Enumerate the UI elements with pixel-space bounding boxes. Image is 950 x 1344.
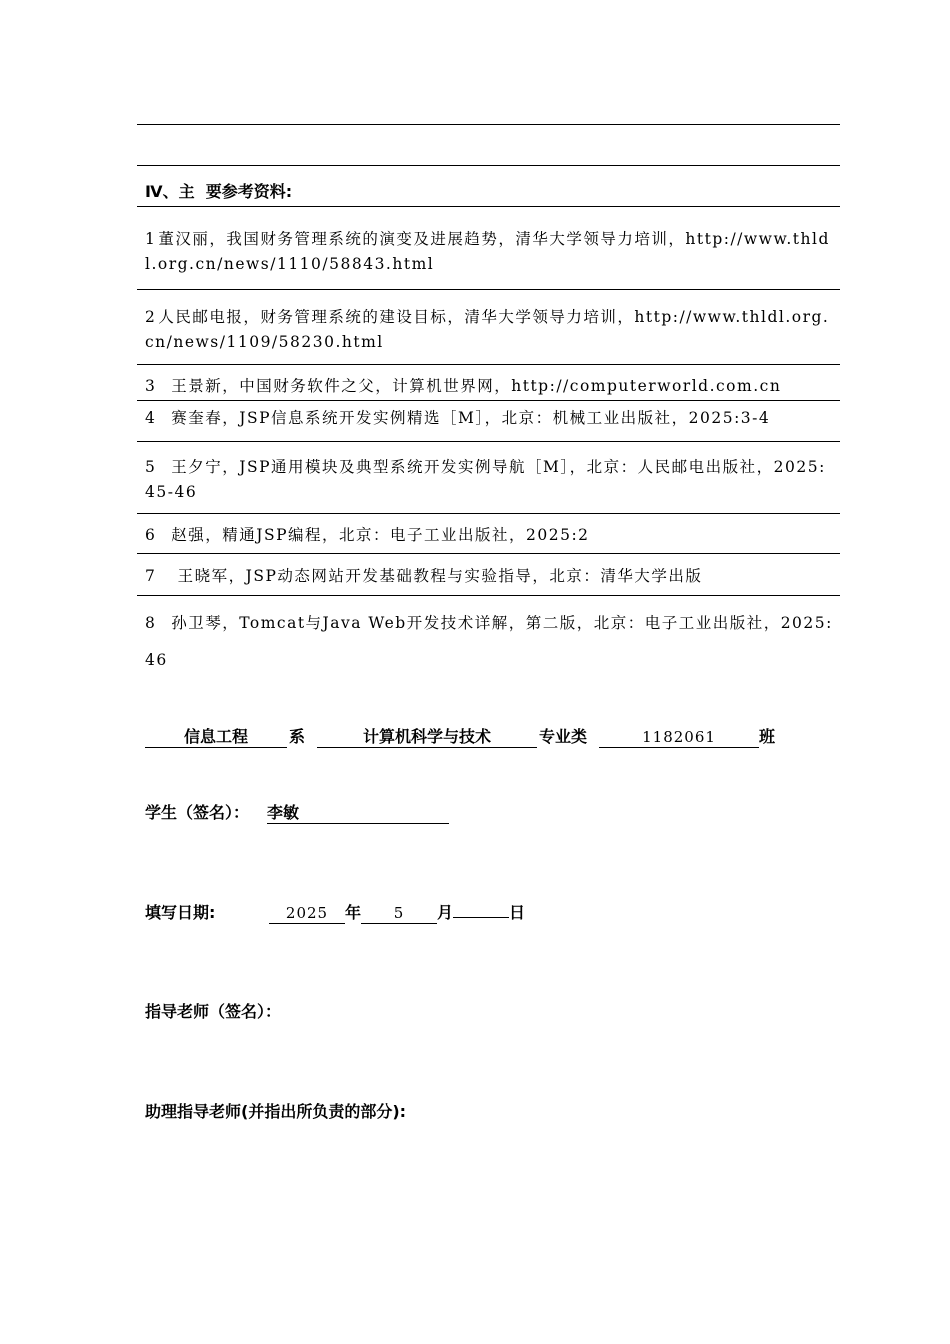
- rule: [137, 513, 840, 514]
- rule: [137, 289, 840, 290]
- rule: [137, 400, 840, 401]
- reference-item: 5 王夕宁，JSP通用模块及典型系统开发实例导航［M］，北京：人民邮电出版社，2025:45-46: [145, 458, 826, 501]
- rule: [137, 441, 840, 442]
- rule-top: [137, 124, 840, 125]
- student-label: 学生（签名）：: [145, 803, 250, 822]
- department-field[interactable]: 信息工程: [145, 727, 287, 748]
- department-suffix: 系: [289, 727, 306, 746]
- student-name-field[interactable]: 李敏: [267, 803, 449, 824]
- rule: [137, 206, 840, 207]
- student-signature-line: [145, 800, 449, 824]
- year-suffix: 年: [345, 903, 362, 922]
- references-heading: Ⅳ、主 要参考资料:: [145, 182, 293, 201]
- rule: [137, 364, 840, 365]
- advisor-signature-label: 指导老师（签名）：: [145, 1002, 282, 1021]
- reference-item: 1 董汉丽，我国财务管理系统的演变及进展趋势，清华大学领导力培训，http://www.thldl.org.cn/news/1110/58843.html: [145, 230, 830, 273]
- assistant-advisor-label: 助理指导老师(并指出所负责的部分):: [145, 1102, 407, 1121]
- reference-item: 2 人民邮电报，财务管理系统的建设目标，清华大学领导力培训，http://www.thldl.org.cn/news/1109/58230.html: [145, 308, 830, 351]
- month-suffix: 月: [437, 903, 454, 922]
- class-field[interactable]: 1182061: [599, 727, 759, 748]
- reference-item: 6 赵强，精通JSP编程，北京：电子工业出版社，2025:2: [145, 526, 590, 544]
- day-field[interactable]: [453, 917, 509, 918]
- reference-item: 4 赛奎春，JSP信息系统开发实例精选［M］，北京：机械工业出版社，2025:3-4: [145, 409, 771, 427]
- class-suffix: 班: [759, 727, 776, 746]
- rule: [137, 553, 840, 554]
- date-line: [145, 900, 525, 924]
- rule: [137, 165, 840, 166]
- major-suffix: 专业类: [539, 727, 588, 746]
- year-field[interactable]: 2025: [269, 903, 345, 924]
- month-field[interactable]: 5: [361, 903, 437, 924]
- department-line: [145, 724, 775, 748]
- rule: [137, 595, 840, 596]
- date-label: 填写日期:: [145, 903, 216, 922]
- day-suffix: 日: [509, 903, 526, 922]
- major-field[interactable]: 计算机科学与技术: [317, 727, 537, 748]
- reference-item: 7 王晓军，JSP动态网站开发基础教程与实验指导，北京：清华大学出版: [145, 567, 703, 585]
- reference-item: 3 王景新，中国财务软件之父，计算机世界网，http://computerworld.com.cn: [145, 377, 782, 395]
- reference-item: 8 孙卫琴，Tomcat与Java Web开发技术详解，第二版，北京：电子工业出版社，2025:46: [145, 614, 833, 669]
